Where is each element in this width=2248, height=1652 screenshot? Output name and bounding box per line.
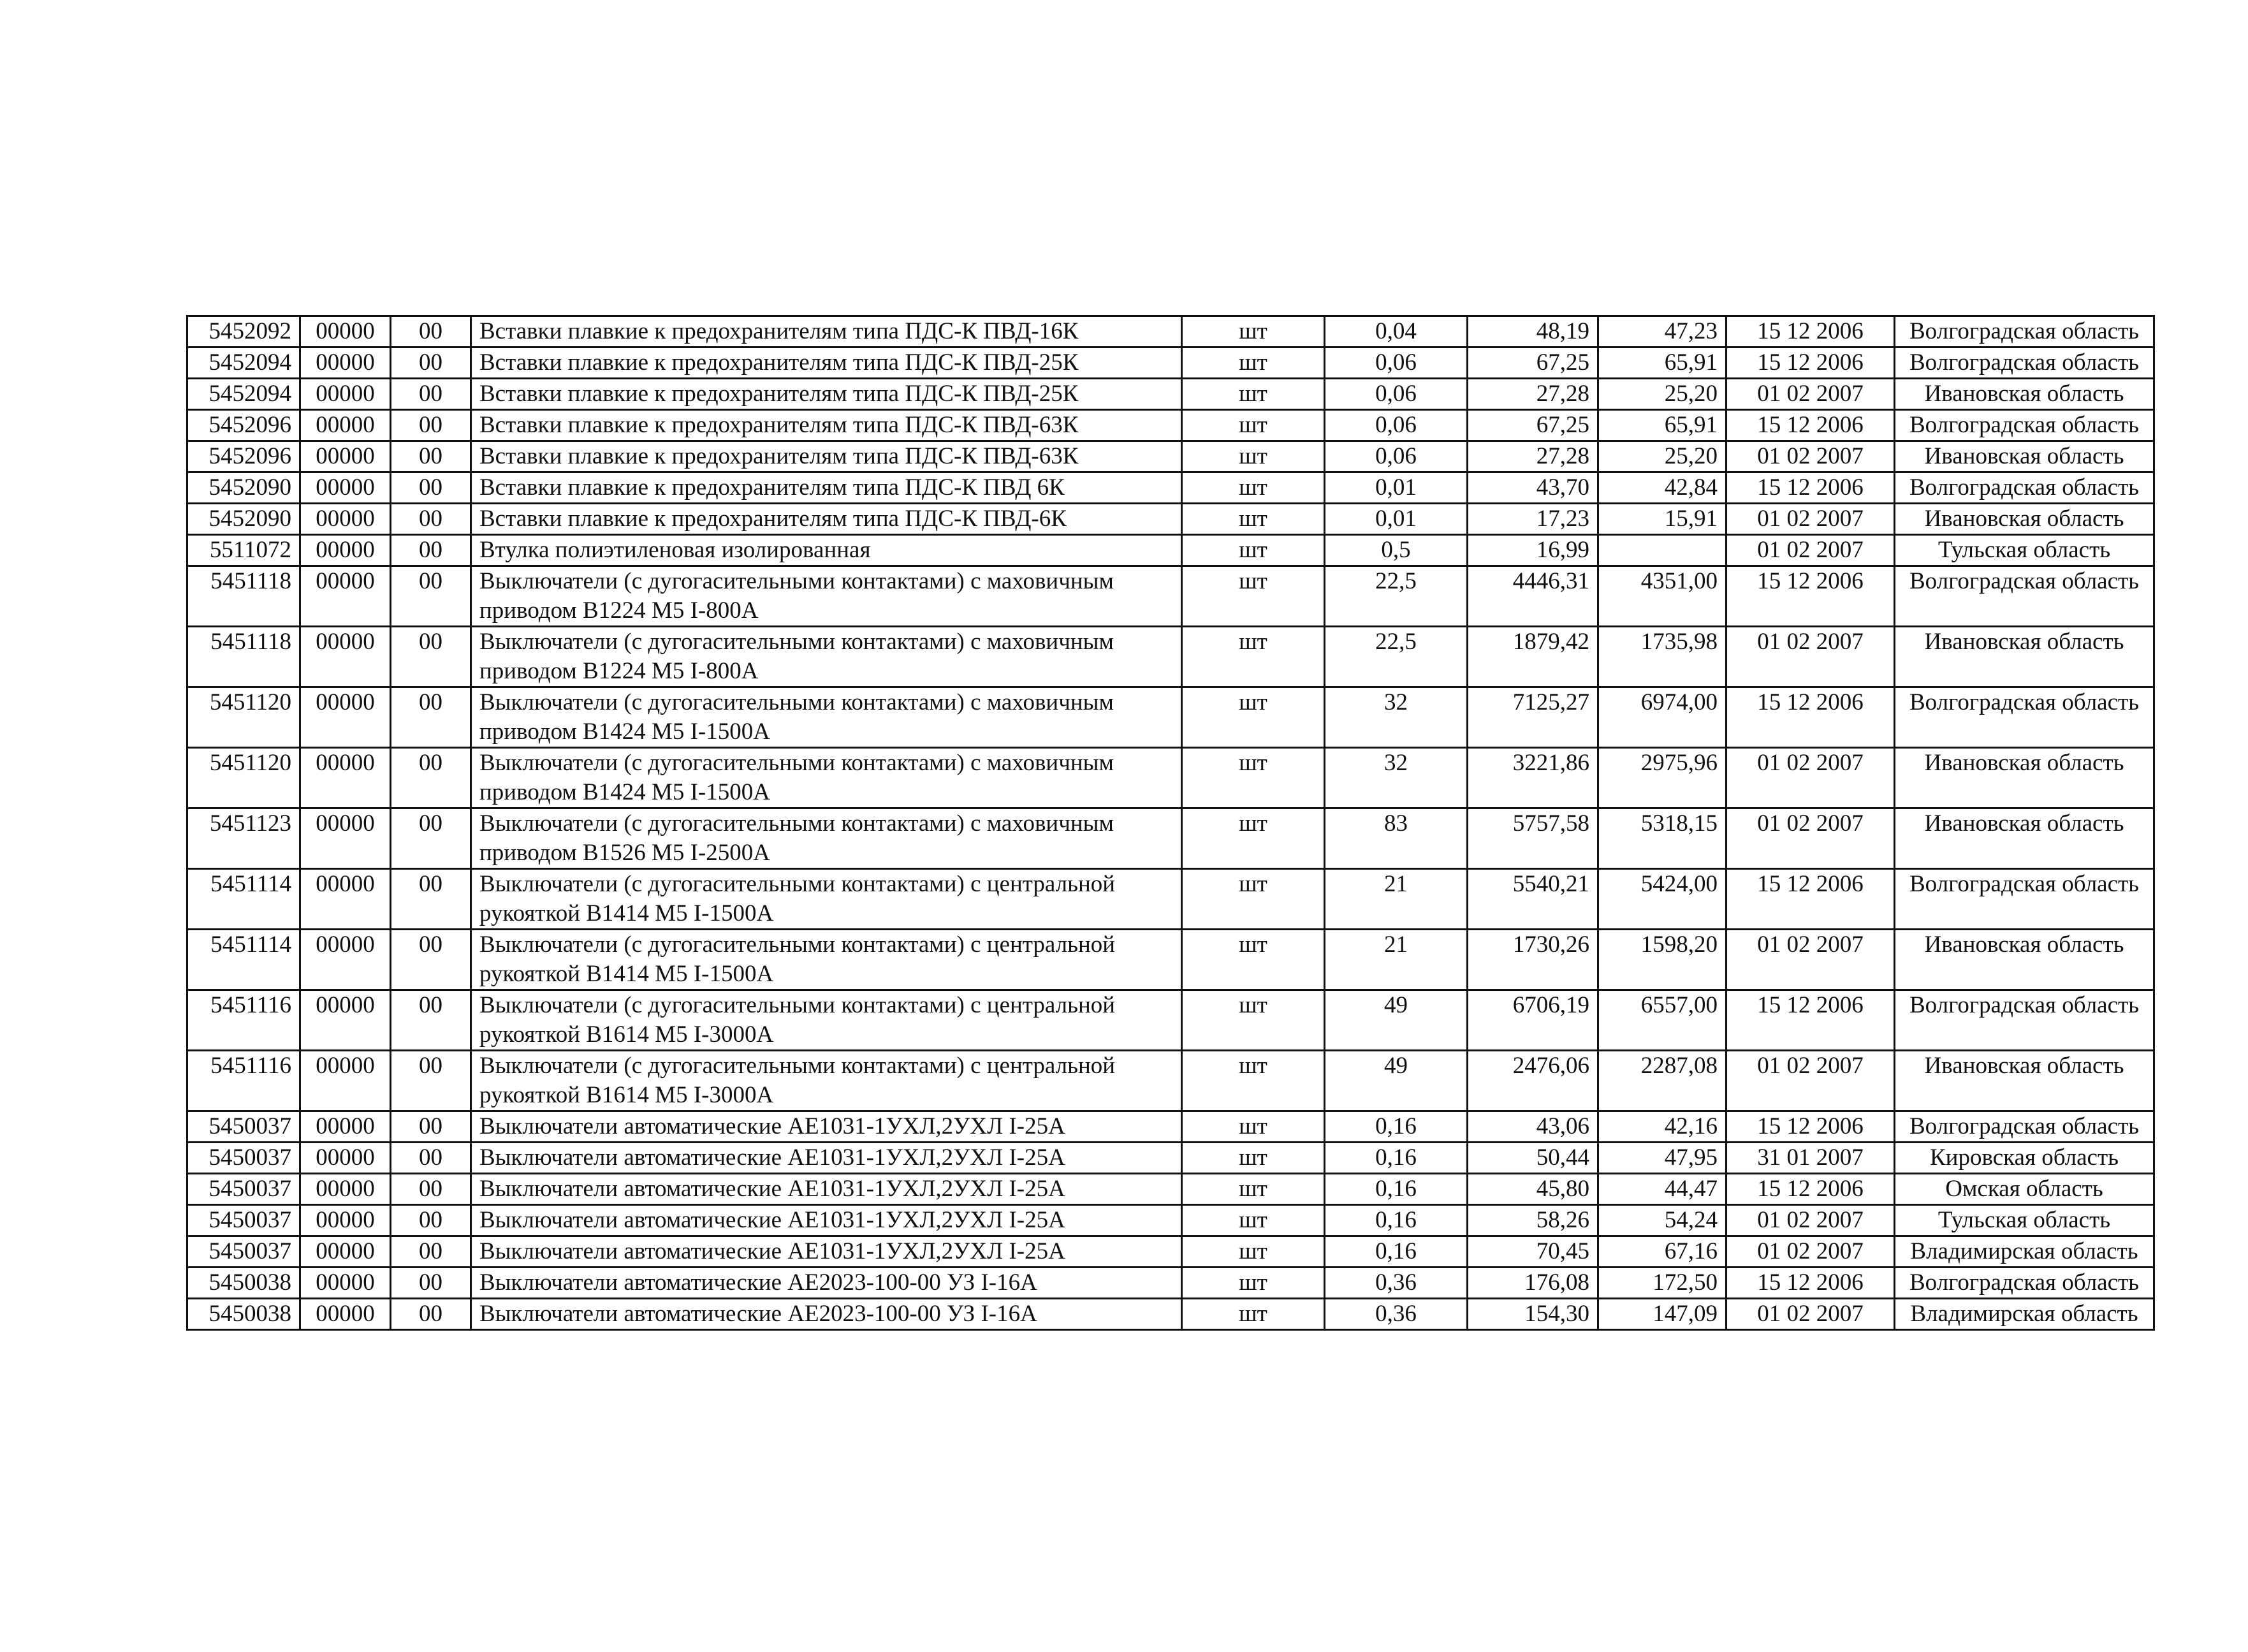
group-code-cell: 00 bbox=[391, 379, 471, 410]
unit-cell: шт bbox=[1182, 504, 1325, 535]
region-cell: Волгоградская область bbox=[1895, 1268, 2154, 1299]
date-cell: 31 01 2007 bbox=[1726, 1143, 1895, 1174]
item-name-cell: Выключатели (с дугогасительными контактами) с центральной рукояткой В1414 М5 I-1500А bbox=[471, 869, 1182, 930]
date-cell: 15 12 2006 bbox=[1726, 566, 1895, 627]
material-code-cell: 5451120 bbox=[187, 687, 300, 748]
quantity-cell: 0,16 bbox=[1325, 1205, 1468, 1236]
quantity-cell: 21 bbox=[1325, 869, 1468, 930]
material-code-cell: 5450037 bbox=[187, 1236, 300, 1268]
date-cell: 01 02 2007 bbox=[1726, 930, 1895, 990]
unit-cell: шт bbox=[1182, 1111, 1325, 1143]
sub-code-cell: 00000 bbox=[300, 1236, 391, 1268]
price-with-vat-cell: 2476,06 bbox=[1468, 1051, 1598, 1111]
item-name-cell: Вставки плавкие к предохранителям типа ПДС-К ПВД-25К bbox=[471, 379, 1182, 410]
region-cell: Омская область bbox=[1895, 1174, 2154, 1205]
quantity-cell: 49 bbox=[1325, 1051, 1468, 1111]
unit-cell: шт bbox=[1182, 1299, 1325, 1330]
group-code-cell: 00 bbox=[391, 1111, 471, 1143]
sub-code-cell: 00000 bbox=[300, 808, 391, 869]
date-cell: 15 12 2006 bbox=[1726, 1174, 1895, 1205]
material-code-cell: 5452096 bbox=[187, 410, 300, 441]
date-cell: 01 02 2007 bbox=[1726, 1236, 1895, 1268]
sub-code-cell: 00000 bbox=[300, 748, 391, 808]
region-cell: Ивановская область bbox=[1895, 930, 2154, 990]
quantity-cell: 0,06 bbox=[1325, 441, 1468, 472]
date-cell: 15 12 2006 bbox=[1726, 472, 1895, 504]
item-name-cell: Выключатели (с дугогасительными контактами) с маховичным приводом В1224 М5 I-800А bbox=[471, 627, 1182, 687]
group-code-cell: 00 bbox=[391, 472, 471, 504]
group-code-cell: 00 bbox=[391, 627, 471, 687]
quantity-cell: 0,5 bbox=[1325, 535, 1468, 566]
sub-code-cell: 00000 bbox=[300, 566, 391, 627]
item-name-cell: Выключатели (с дугогасительными контактами) с центральной рукояткой В1614 М5 I-3000А bbox=[471, 990, 1182, 1051]
sub-code-cell: 00000 bbox=[300, 687, 391, 748]
table-row bbox=[187, 930, 2154, 990]
sub-code-cell: 00000 bbox=[300, 990, 391, 1051]
table-row bbox=[187, 1205, 2154, 1236]
price-without-vat-cell: 15,91 bbox=[1598, 504, 1726, 535]
table-row bbox=[187, 441, 2154, 472]
sub-code-cell: 00000 bbox=[300, 472, 391, 504]
region-cell: Тульская область bbox=[1895, 535, 2154, 566]
price-without-vat-cell: 67,16 bbox=[1598, 1236, 1726, 1268]
unit-cell: шт bbox=[1182, 566, 1325, 627]
sub-code-cell: 00000 bbox=[300, 316, 391, 347]
price-with-vat-cell: 17,23 bbox=[1468, 504, 1598, 535]
date-cell: 01 02 2007 bbox=[1726, 1299, 1895, 1330]
unit-cell: шт bbox=[1182, 990, 1325, 1051]
group-code-cell: 00 bbox=[391, 1051, 471, 1111]
item-name-cell: Выключатели автоматические АЕ2023-100-00 УЗ I-16А bbox=[471, 1299, 1182, 1330]
unit-cell: шт bbox=[1182, 441, 1325, 472]
table-row bbox=[187, 410, 2154, 441]
group-code-cell: 00 bbox=[391, 441, 471, 472]
quantity-cell: 0,36 bbox=[1325, 1299, 1468, 1330]
price-without-vat-cell bbox=[1598, 535, 1726, 566]
region-cell: Волгоградская область bbox=[1895, 1111, 2154, 1143]
quantity-cell: 0,01 bbox=[1325, 472, 1468, 504]
price-without-vat-cell: 54,24 bbox=[1598, 1205, 1726, 1236]
item-name-cell: Выключатели автоматические АЕ2023-100-00 УЗ I-16А bbox=[471, 1268, 1182, 1299]
item-name-cell: Выключатели (с дугогасительными контактами) с маховичным приводом В1424 М5 I-1500А bbox=[471, 687, 1182, 748]
quantity-cell: 0,16 bbox=[1325, 1111, 1468, 1143]
price-without-vat-cell: 2287,08 bbox=[1598, 1051, 1726, 1111]
material-code-cell: 5511072 bbox=[187, 535, 300, 566]
date-cell: 15 12 2006 bbox=[1726, 347, 1895, 379]
price-with-vat-cell: 67,25 bbox=[1468, 347, 1598, 379]
date-cell: 15 12 2006 bbox=[1726, 990, 1895, 1051]
material-code-cell: 5452094 bbox=[187, 379, 300, 410]
price-without-vat-cell: 42,16 bbox=[1598, 1111, 1726, 1143]
region-cell: Владимирская область bbox=[1895, 1236, 2154, 1268]
sub-code-cell: 00000 bbox=[300, 1268, 391, 1299]
group-code-cell: 00 bbox=[391, 930, 471, 990]
price-without-vat-cell: 6974,00 bbox=[1598, 687, 1726, 748]
item-name-cell: Выключатели автоматические АЕ1031-1УХЛ,2УХЛ I-25А bbox=[471, 1111, 1182, 1143]
price-with-vat-cell: 67,25 bbox=[1468, 410, 1598, 441]
price-without-vat-cell: 2975,96 bbox=[1598, 748, 1726, 808]
table-row bbox=[187, 472, 2154, 504]
price-without-vat-cell: 5318,15 bbox=[1598, 808, 1726, 869]
table-row bbox=[187, 379, 2154, 410]
price-with-vat-cell: 58,26 bbox=[1468, 1205, 1598, 1236]
unit-cell: шт bbox=[1182, 535, 1325, 566]
price-without-vat-cell: 6557,00 bbox=[1598, 990, 1726, 1051]
price-table bbox=[186, 315, 2155, 1331]
table-row bbox=[187, 1051, 2154, 1111]
material-code-cell: 5450038 bbox=[187, 1268, 300, 1299]
date-cell: 01 02 2007 bbox=[1726, 379, 1895, 410]
table-row bbox=[187, 316, 2154, 347]
region-cell: Волгоградская область bbox=[1895, 869, 2154, 930]
group-code-cell: 00 bbox=[391, 748, 471, 808]
price-without-vat-cell: 65,91 bbox=[1598, 410, 1726, 441]
region-cell: Ивановская область bbox=[1895, 504, 2154, 535]
quantity-cell: 0,16 bbox=[1325, 1143, 1468, 1174]
sub-code-cell: 00000 bbox=[300, 379, 391, 410]
unit-cell: шт bbox=[1182, 627, 1325, 687]
table-row bbox=[187, 566, 2154, 627]
quantity-cell: 0,01 bbox=[1325, 504, 1468, 535]
quantity-cell: 0,06 bbox=[1325, 347, 1468, 379]
region-cell: Волгоградская область bbox=[1895, 472, 2154, 504]
group-code-cell: 00 bbox=[391, 1268, 471, 1299]
quantity-cell: 0,04 bbox=[1325, 316, 1468, 347]
region-cell: Ивановская область bbox=[1895, 627, 2154, 687]
item-name-cell: Вставки плавкие к предохранителям типа ПДС-К ПВД-63К bbox=[471, 441, 1182, 472]
group-code-cell: 00 bbox=[391, 566, 471, 627]
table-row bbox=[187, 808, 2154, 869]
item-name-cell: Вставки плавкие к предохранителям типа ПДС-К ПВД-25К bbox=[471, 347, 1182, 379]
price-with-vat-cell: 43,06 bbox=[1468, 1111, 1598, 1143]
material-code-cell: 5451120 bbox=[187, 748, 300, 808]
material-code-cell: 5450037 bbox=[187, 1111, 300, 1143]
material-code-cell: 5451116 bbox=[187, 1051, 300, 1111]
date-cell: 01 02 2007 bbox=[1726, 504, 1895, 535]
group-code-cell: 00 bbox=[391, 990, 471, 1051]
sub-code-cell: 00000 bbox=[300, 535, 391, 566]
group-code-cell: 00 bbox=[391, 347, 471, 379]
table-row bbox=[187, 869, 2154, 930]
date-cell: 01 02 2007 bbox=[1726, 1205, 1895, 1236]
unit-cell: шт bbox=[1182, 1051, 1325, 1111]
region-cell: Ивановская область bbox=[1895, 748, 2154, 808]
price-without-vat-cell: 5424,00 bbox=[1598, 869, 1726, 930]
price-with-vat-cell: 5540,21 bbox=[1468, 869, 1598, 930]
group-code-cell: 00 bbox=[391, 687, 471, 748]
unit-cell: шт bbox=[1182, 410, 1325, 441]
quantity-cell: 49 bbox=[1325, 990, 1468, 1051]
table-row bbox=[187, 504, 2154, 535]
item-name-cell: Выключатели автоматические АЕ1031-1УХЛ,2УХЛ I-25А bbox=[471, 1236, 1182, 1268]
sub-code-cell: 00000 bbox=[300, 1111, 391, 1143]
unit-cell: шт bbox=[1182, 930, 1325, 990]
unit-cell: шт bbox=[1182, 472, 1325, 504]
unit-cell: шт bbox=[1182, 808, 1325, 869]
price-without-vat-cell: 25,20 bbox=[1598, 441, 1726, 472]
group-code-cell: 00 bbox=[391, 316, 471, 347]
quantity-cell: 32 bbox=[1325, 748, 1468, 808]
table-row bbox=[187, 627, 2154, 687]
region-cell: Волгоградская область bbox=[1895, 566, 2154, 627]
price-with-vat-cell: 43,70 bbox=[1468, 472, 1598, 504]
material-code-cell: 5450037 bbox=[187, 1143, 300, 1174]
price-with-vat-cell: 176,08 bbox=[1468, 1268, 1598, 1299]
sub-code-cell: 00000 bbox=[300, 1174, 391, 1205]
table-row bbox=[187, 1299, 2154, 1330]
material-code-cell: 5450038 bbox=[187, 1299, 300, 1330]
group-code-cell: 00 bbox=[391, 1143, 471, 1174]
date-cell: 15 12 2006 bbox=[1726, 1268, 1895, 1299]
price-with-vat-cell: 6706,19 bbox=[1468, 990, 1598, 1051]
price-with-vat-cell: 154,30 bbox=[1468, 1299, 1598, 1330]
price-with-vat-cell: 70,45 bbox=[1468, 1236, 1598, 1268]
group-code-cell: 00 bbox=[391, 535, 471, 566]
material-code-cell: 5451123 bbox=[187, 808, 300, 869]
table-row bbox=[187, 1174, 2154, 1205]
item-name-cell: Выключатели автоматические АЕ1031-1УХЛ,2УХЛ I-25А bbox=[471, 1174, 1182, 1205]
unit-cell: шт bbox=[1182, 869, 1325, 930]
material-code-cell: 5452090 bbox=[187, 472, 300, 504]
price-without-vat-cell: 147,09 bbox=[1598, 1299, 1726, 1330]
date-cell: 01 02 2007 bbox=[1726, 535, 1895, 566]
date-cell: 01 02 2007 bbox=[1726, 627, 1895, 687]
table-body bbox=[187, 316, 2154, 1330]
region-cell: Волгоградская область bbox=[1895, 347, 2154, 379]
price-with-vat-cell: 48,19 bbox=[1468, 316, 1598, 347]
table-row bbox=[187, 347, 2154, 379]
date-cell: 01 02 2007 bbox=[1726, 808, 1895, 869]
price-without-vat-cell: 172,50 bbox=[1598, 1268, 1726, 1299]
region-cell: Волгоградская область bbox=[1895, 410, 2154, 441]
price-with-vat-cell: 45,80 bbox=[1468, 1174, 1598, 1205]
region-cell: Ивановская область bbox=[1895, 808, 2154, 869]
region-cell: Ивановская область bbox=[1895, 441, 2154, 472]
sub-code-cell: 00000 bbox=[300, 410, 391, 441]
sub-code-cell: 00000 bbox=[300, 627, 391, 687]
region-cell: Волгоградская область bbox=[1895, 316, 2154, 347]
sub-code-cell: 00000 bbox=[300, 1143, 391, 1174]
price-without-vat-cell: 42,84 bbox=[1598, 472, 1726, 504]
price-without-vat-cell: 1598,20 bbox=[1598, 930, 1726, 990]
unit-cell: шт bbox=[1182, 316, 1325, 347]
date-cell: 15 12 2006 bbox=[1726, 869, 1895, 930]
item-name-cell: Выключатели автоматические АЕ1031-1УХЛ,2УХЛ I-25А bbox=[471, 1143, 1182, 1174]
date-cell: 01 02 2007 bbox=[1726, 1051, 1895, 1111]
sub-code-cell: 00000 bbox=[300, 869, 391, 930]
quantity-cell: 32 bbox=[1325, 687, 1468, 748]
group-code-cell: 00 bbox=[391, 1174, 471, 1205]
region-cell: Ивановская область bbox=[1895, 1051, 2154, 1111]
material-code-cell: 5450037 bbox=[187, 1205, 300, 1236]
sub-code-cell: 00000 bbox=[300, 504, 391, 535]
date-cell: 01 02 2007 bbox=[1726, 441, 1895, 472]
quantity-cell: 0,16 bbox=[1325, 1174, 1468, 1205]
date-cell: 01 02 2007 bbox=[1726, 748, 1895, 808]
quantity-cell: 21 bbox=[1325, 930, 1468, 990]
price-with-vat-cell: 5757,58 bbox=[1468, 808, 1598, 869]
date-cell: 15 12 2006 bbox=[1726, 1111, 1895, 1143]
price-with-vat-cell: 27,28 bbox=[1468, 441, 1598, 472]
table-row bbox=[187, 748, 2154, 808]
group-code-cell: 00 bbox=[391, 808, 471, 869]
table-row bbox=[187, 990, 2154, 1051]
quantity-cell: 0,06 bbox=[1325, 379, 1468, 410]
region-cell: Ивановская область bbox=[1895, 379, 2154, 410]
date-cell: 15 12 2006 bbox=[1726, 316, 1895, 347]
price-with-vat-cell: 1879,42 bbox=[1468, 627, 1598, 687]
item-name-cell: Вставки плавкие к предохранителям типа ПДС-К ПВД-6К bbox=[471, 504, 1182, 535]
quantity-cell: 0,16 bbox=[1325, 1236, 1468, 1268]
price-with-vat-cell: 50,44 bbox=[1468, 1143, 1598, 1174]
price-without-vat-cell: 4351,00 bbox=[1598, 566, 1726, 627]
region-cell: Волгоградская область bbox=[1895, 990, 2154, 1051]
price-without-vat-cell: 44,47 bbox=[1598, 1174, 1726, 1205]
material-code-cell: 5452092 bbox=[187, 316, 300, 347]
unit-cell: шт bbox=[1182, 1143, 1325, 1174]
material-code-cell: 5452090 bbox=[187, 504, 300, 535]
material-code-cell: 5451118 bbox=[187, 566, 300, 627]
unit-cell: шт bbox=[1182, 347, 1325, 379]
price-without-vat-cell: 65,91 bbox=[1598, 347, 1726, 379]
price-with-vat-cell: 1730,26 bbox=[1468, 930, 1598, 990]
table-row bbox=[187, 1236, 2154, 1268]
unit-cell: шт bbox=[1182, 1205, 1325, 1236]
date-cell: 15 12 2006 bbox=[1726, 410, 1895, 441]
material-code-cell: 5450037 bbox=[187, 1174, 300, 1205]
price-without-vat-cell: 47,23 bbox=[1598, 316, 1726, 347]
item-name-cell: Выключатели (с дугогасительными контактами) с центральной рукояткой В1614 М5 I-3000А bbox=[471, 1051, 1182, 1111]
unit-cell: шт bbox=[1182, 1236, 1325, 1268]
price-with-vat-cell: 3221,86 bbox=[1468, 748, 1598, 808]
material-code-cell: 5451114 bbox=[187, 930, 300, 990]
quantity-cell: 0,06 bbox=[1325, 410, 1468, 441]
group-code-cell: 00 bbox=[391, 410, 471, 441]
price-with-vat-cell: 4446,31 bbox=[1468, 566, 1598, 627]
quantity-cell: 22,5 bbox=[1325, 627, 1468, 687]
item-name-cell: Вставки плавкие к предохранителям типа ПДС-К ПВД 6К bbox=[471, 472, 1182, 504]
group-code-cell: 00 bbox=[391, 869, 471, 930]
unit-cell: шт bbox=[1182, 1268, 1325, 1299]
sub-code-cell: 00000 bbox=[300, 441, 391, 472]
material-code-cell: 5451118 bbox=[187, 627, 300, 687]
price-without-vat-cell: 1735,98 bbox=[1598, 627, 1726, 687]
item-name-cell: Выключатели (с дугогасительными контактами) с центральной рукояткой В1414 М5 I-1500А bbox=[471, 930, 1182, 990]
table-row bbox=[187, 1111, 2154, 1143]
region-cell: Владимирская область bbox=[1895, 1299, 2154, 1330]
price-without-vat-cell: 47,95 bbox=[1598, 1143, 1726, 1174]
item-name-cell: Втулка полиэтиленовая изолированная bbox=[471, 535, 1182, 566]
item-name-cell: Выключатели (с дугогасительными контактами) с маховичным приводом В1526 М5 I-2500А bbox=[471, 808, 1182, 869]
quantity-cell: 22,5 bbox=[1325, 566, 1468, 627]
item-name-cell: Вставки плавкие к предохранителям типа ПДС-К ПВД-63К bbox=[471, 410, 1182, 441]
price-without-vat-cell: 25,20 bbox=[1598, 379, 1726, 410]
item-name-cell: Выключатели автоматические АЕ1031-1УХЛ,2УХЛ I-25А bbox=[471, 1205, 1182, 1236]
material-code-cell: 5452096 bbox=[187, 441, 300, 472]
group-code-cell: 00 bbox=[391, 504, 471, 535]
group-code-cell: 00 bbox=[391, 1299, 471, 1330]
item-name-cell: Вставки плавкие к предохранителям типа ПДС-К ПВД-16К bbox=[471, 316, 1182, 347]
price-with-vat-cell: 16,99 bbox=[1468, 535, 1598, 566]
unit-cell: шт bbox=[1182, 379, 1325, 410]
material-code-cell: 5451114 bbox=[187, 869, 300, 930]
sub-code-cell: 00000 bbox=[300, 1051, 391, 1111]
region-cell: Кировская область bbox=[1895, 1143, 2154, 1174]
item-name-cell: Выключатели (с дугогасительными контактами) с маховичным приводом В1424 М5 I-1500А bbox=[471, 748, 1182, 808]
region-cell: Тульская область bbox=[1895, 1205, 2154, 1236]
group-code-cell: 00 bbox=[391, 1205, 471, 1236]
table-row bbox=[187, 1268, 2154, 1299]
unit-cell: шт bbox=[1182, 687, 1325, 748]
date-cell: 15 12 2006 bbox=[1726, 687, 1895, 748]
sub-code-cell: 00000 bbox=[300, 930, 391, 990]
quantity-cell: 83 bbox=[1325, 808, 1468, 869]
sub-code-cell: 00000 bbox=[300, 347, 391, 379]
sub-code-cell: 00000 bbox=[300, 1205, 391, 1236]
sub-code-cell: 00000 bbox=[300, 1299, 391, 1330]
price-with-vat-cell: 27,28 bbox=[1468, 379, 1598, 410]
price-with-vat-cell: 7125,27 bbox=[1468, 687, 1598, 748]
table-row bbox=[187, 687, 2154, 748]
unit-cell: шт bbox=[1182, 1174, 1325, 1205]
quantity-cell: 0,36 bbox=[1325, 1268, 1468, 1299]
material-code-cell: 5452094 bbox=[187, 347, 300, 379]
group-code-cell: 00 bbox=[391, 1236, 471, 1268]
material-code-cell: 5451116 bbox=[187, 990, 300, 1051]
unit-cell: шт bbox=[1182, 748, 1325, 808]
table-row bbox=[187, 1143, 2154, 1174]
item-name-cell: Выключатели (с дугогасительными контактами) с маховичным приводом В1224 М5 I-800А bbox=[471, 566, 1182, 627]
table-row bbox=[187, 535, 2154, 566]
region-cell: Волгоградская область bbox=[1895, 687, 2154, 748]
